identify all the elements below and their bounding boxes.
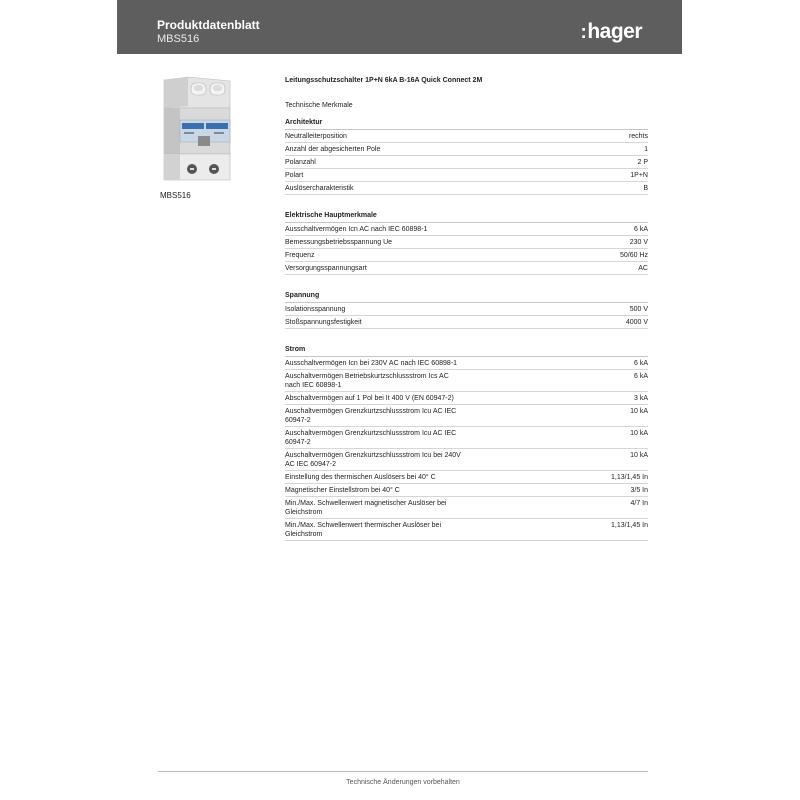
spec-value: 6 kA [633,226,648,233]
spec-row [285,471,648,484]
spec-row [285,182,648,195]
circuit-breaker-image [158,76,232,184]
spec-value: rechts [628,133,648,140]
spec-label: Min./Max. Schwellenwert thermischer Auslöser bei Gleichstrom [285,522,442,538]
spec-label: Bemessungsbetriebsspannung Ue [285,239,393,246]
section-title: Spannung [285,289,648,303]
spec-section [285,289,648,329]
spec-row [285,484,648,497]
footer-note: Technische Änderungen vorbehalten [346,779,460,786]
spec-row [285,370,648,392]
logo-text: hager [587,20,642,43]
spec-value: 3/5 In [630,487,648,494]
spec-row [285,497,648,519]
spec-value: 230 V [629,239,648,246]
document-subtitle: Technische Merkmale [285,102,353,109]
spec-label: Frequenz [285,252,315,259]
spec-label: Polanzahl [285,159,316,166]
spec-label: Auschaltvermögen Betriebskurtzschlussstrom Ics AC nach IEC 60898-1 [285,373,449,389]
spec-value: 1,13/1,45 In [611,474,648,481]
spec-label: Abschaltvermögen auf 1 Pol bei It 400 V (EN 60947-2) [285,395,454,402]
spec-row [285,223,648,236]
spec-value: 3 kA [633,395,648,402]
section-title: Strom [285,343,648,357]
spec-value: 4/7 In [630,500,648,507]
spec-value: 1P+N [630,172,648,179]
spec-label: Stoßspannungsfestigkeit [285,319,362,326]
spec-value: 500 V [629,306,648,313]
spec-value: B [643,185,648,192]
spec-label: Magnetischer Einstellstrom bei 40° C [285,487,400,494]
spec-row [285,156,648,169]
spec-row [285,357,648,370]
document-title: Leitungsschutzschalter 1P+N 6kA B-16A Quick Connect 2M [285,77,483,84]
section-spacer [285,329,648,343]
spec-label: Versorgungsspannungsart [285,265,367,272]
section-spacer [285,275,648,289]
spec-section [285,343,648,541]
section-title: Architektur [285,116,648,130]
spec-label: Auslösercharakteristik [285,185,354,192]
image-caption: MBS516 [160,191,191,200]
spec-section [285,209,648,275]
spec-row [285,236,648,249]
spec-label: Einstellung des thermischen Auslösers bei 40° C [285,474,436,481]
spec-row [285,249,648,262]
spec-value: 50/60 Hz [619,252,648,259]
spec-row [285,262,648,275]
spec-row [285,316,648,329]
header-title: Produktdatenblatt [157,18,260,32]
spec-value: AC [638,265,648,272]
spec-label: Isolationsspannung [285,306,346,313]
spec-row [285,449,648,471]
spec-value: 4000 V [625,319,648,326]
spec-row [285,143,648,156]
spec-label: Auschaltvermögen Grenzkurtzschlussstrom Icu bei 240V AC IEC 60947-2 [285,452,461,468]
spec-row [285,519,648,541]
footer-divider [158,771,648,772]
spec-content [285,77,648,541]
spec-label: Auschaltvermögen Grenzkurtzschlussstrom Icu AC IEC 60947-2 [285,430,457,446]
spec-row [285,130,648,143]
spec-label: Auschaltvermögen Grenzkurtzschlussstrom Icu AC IEC 60947-2 [285,408,457,424]
spec-sections [285,116,648,541]
header-bar [117,0,682,54]
spec-row [285,427,648,449]
spec-label: Polart [285,172,304,179]
spec-label: Ausschaltvermögen Icn bei 230V AC nach IEC 60898-1 [285,360,457,367]
spec-label: Min./Max. Schwellenwert magnetischer Auslöser bei Gleichstrom [285,500,447,516]
spec-row [285,169,648,182]
section-title: Elektrische Hauptmerkmale [285,209,648,223]
spec-row [285,405,648,427]
spec-row [285,303,648,316]
spec-label: Anzahl der abgesicherten Pole [285,146,381,153]
spec-row [285,392,648,405]
spec-value: 10 kA [630,452,648,459]
spec-value: 10 kA [630,408,648,415]
spec-value: 6 kA [633,360,648,367]
spec-value: 6 kA [633,373,648,380]
hager-logo: :hager [580,20,642,43]
spec-value: 10 kA [630,430,648,437]
section-spacer [285,195,648,209]
header-subtitle: MBS516 [157,33,200,45]
spec-label: Ausschaltvermögen Icn AC nach IEC 60898-1 [285,226,428,233]
spec-value: 1,13/1,45 In [611,522,648,529]
spec-label: Neutralleiterposition [285,133,347,140]
spec-value: 2 P [637,159,648,166]
spec-value: 1 [644,146,648,153]
spec-section [285,116,648,195]
